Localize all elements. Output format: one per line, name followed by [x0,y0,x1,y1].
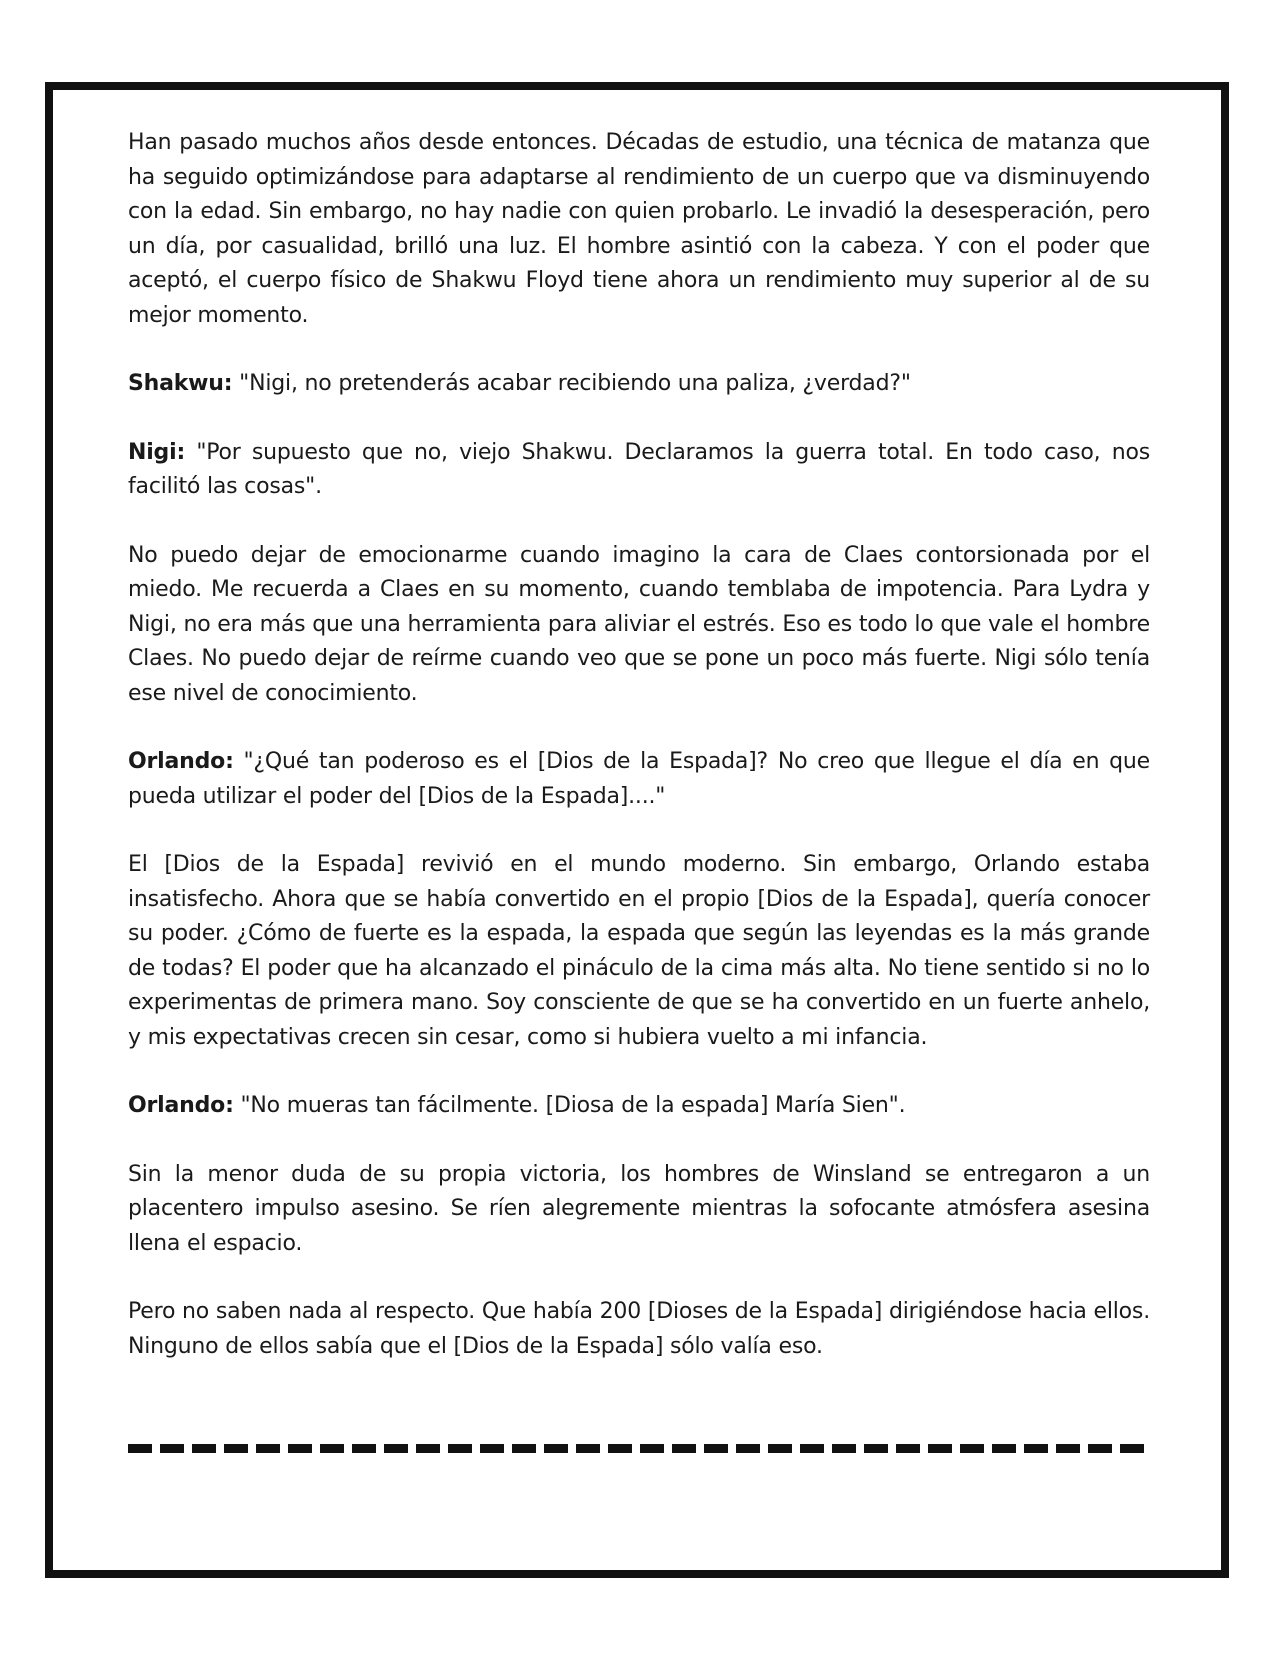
speaker-name: Orlando: [128,1093,234,1118]
dialogue-text: "No mueras tan fácilmente. [Diosa de la espada] María Sien". [240,1093,906,1118]
speaker-name: Shakwu: [128,371,233,396]
narration-paragraph [128,1158,1150,1262]
speaker-name: Nigi: [128,439,186,465]
paragraph-text: El [Dios de la Espada] revivió en el mundo moderno. Sin embargo, Orlando estaba insatisfecho. Ahora que se había convertido en el propio [Dios de la Espada], quería conocer su poder. ¿Cómo de fuerte es la espada, la espada que según las leyendas es la más grande de todas? El poder que ha alcanzado el pináculo de la cima más alta. No tiene sentido si no lo experimentas de primera mano. Soy consciente de que se ha convertido en un fuerte anhelo, y mis expectativas crecen sin cesar, como si hubiera vuelto a mi infancia. [128,852,1150,1050]
paragraph-text: Sin la menor duda de su propia victoria, los hombres de Winsland se entregaron a un placentero impulso asesino. Se ríen alegremente mientras la sofocante atmósfera asesina llena el espacio. [128,1161,1150,1256]
paragraph-text: No puedo dejar de emocionarme cuando imagino la cara de Claes contorsionada por el miedo. Me recuerda a Claes en su momento, cuando temblaba de impotencia. Para Lydra y Nigi, no era más que una herramienta para aliviar el estrés. Eso es todo lo que vale el hombre Claes. No puedo dejar de reírme cuando veo que se pone un poco más fuerte. Nigi sólo tenía ese nivel de conocimiento. [128,542,1150,706]
dialogue-paragraph [128,745,1150,814]
narration-paragraph [128,1295,1150,1364]
document-body [128,126,1150,1398]
narration-paragraph [128,848,1150,1055]
dialogue-paragraph [128,367,1150,402]
paragraph-text: Han pasado muchos años desde entonces. Décadas de estudio, una técnica de matanza que ha seguido optimizándose para adaptarse al rendimiento de un cuerpo que va disminuyendo con la edad. Sin embargo, no hay nadie con quien probarlo. Le invadió la desesperación, pero un día, por casualidad, brilló una luz. El hombre asintió con la cabeza. Y con el poder que aceptó, el cuerpo físico de Shakwu Floyd tiene ahora un rendimiento muy superior al de su mejor momento. [128,130,1150,328]
dialogue-text: "Nigi, no pretenderás acabar recibiendo una paliza, ¿verdad?" [239,371,911,396]
narration-paragraph [128,126,1150,333]
paragraph-text: Pero no saben nada al respecto. Que había 200 [Dioses de la Espada] dirigiéndose hacia ellos. Ninguno de ellos sabía que el [Dios de la Espada] sólo valía eso. [128,1299,1150,1359]
dialogue-paragraph [128,1089,1150,1124]
dashed-divider [128,1444,1150,1453]
speaker-name: Orlando: [128,749,234,774]
dialogue-text: "Por supuesto que no, viejo Shakwu. Declaramos la guerra total. En todo caso, nos facilitó las cosas". [128,439,1150,499]
dialogue-paragraph [128,436,1150,505]
dialogue-text: "¿Qué tan poderoso es el [Dios de la Espada]? No creo que llegue el día en que pueda utilizar el poder del [Dios de la Espada]...." [128,749,1150,809]
narration-paragraph [128,539,1150,712]
